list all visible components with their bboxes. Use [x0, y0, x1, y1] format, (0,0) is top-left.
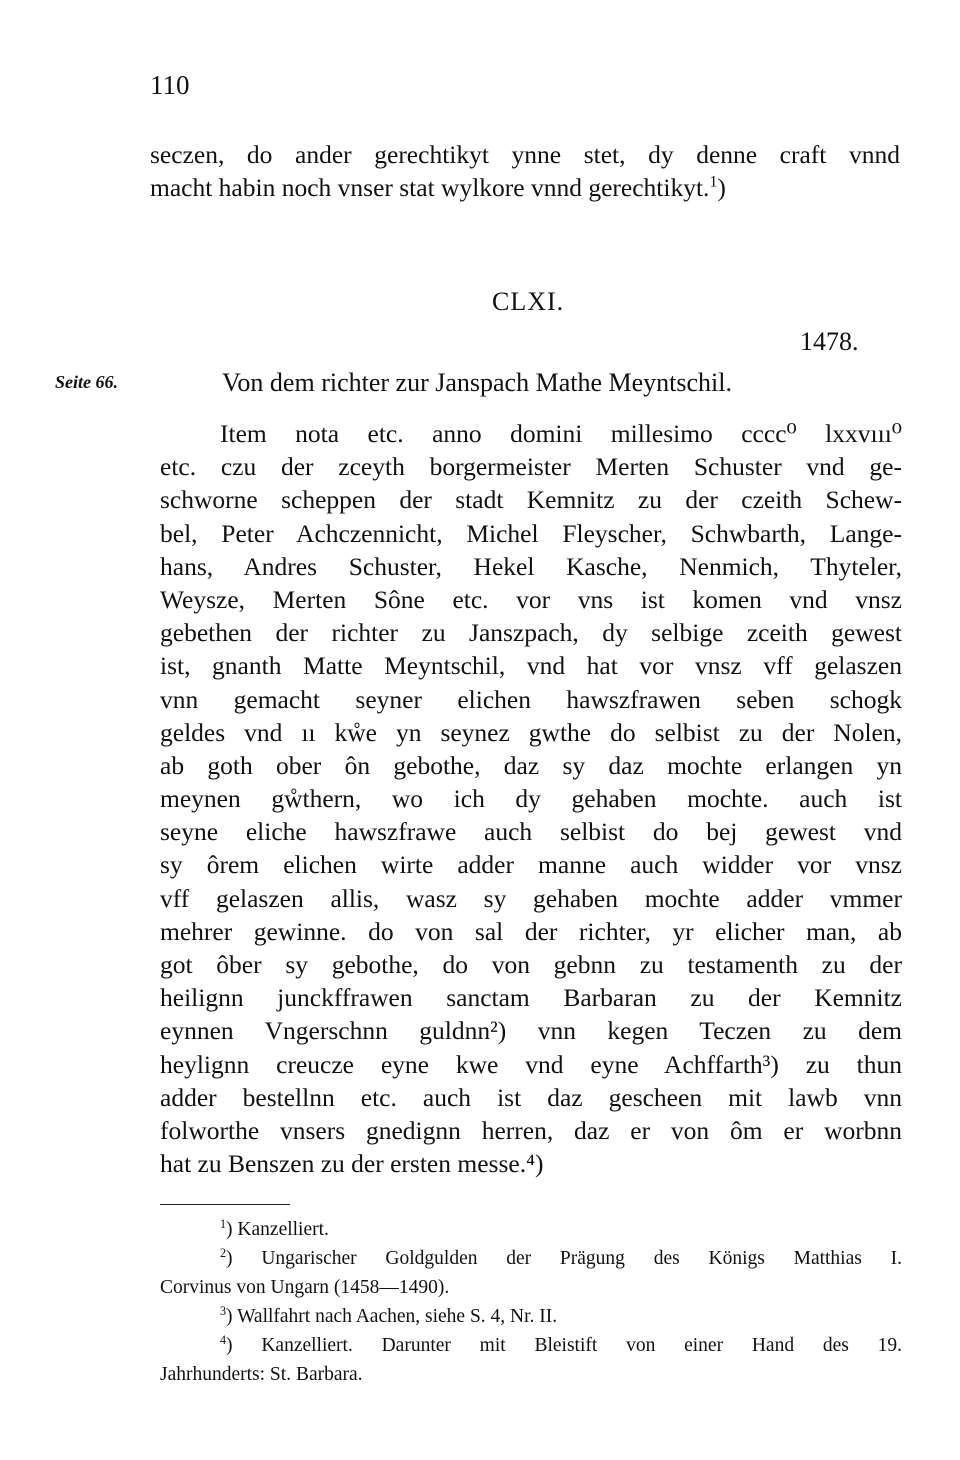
text-line: eynnen Vngerschnn guldnn²) vnn kegen Teczen zu dem: [160, 1016, 902, 1046]
text-line: seczen, do ander gerechtikyt ynne stet, dy denne craft vnnd: [150, 140, 900, 169]
footnote-marker: 2: [220, 1245, 227, 1260]
text-line: ist, gnanth Matte Meyntschil, vnd hat vor vnsz vff gelaszen: [160, 651, 902, 681]
footnote-text: Kanzelliert.: [237, 1219, 329, 1240]
text-line: heilignn junckffrawen sanctam Barbaran zu der Kemnitz: [160, 983, 902, 1013]
section-year: 1478.: [800, 327, 859, 356]
footnote: $^2$) Ungarischer Goldgulden der Prägung des Königs Matthias I.: [220, 1245, 902, 1269]
margin-page-reference: Seite 66.: [55, 372, 118, 392]
text-line: etc. czu der zceyth borgermeister Merten Schuster vnd ge-: [160, 452, 902, 482]
text-line: ab goth ober ôn gebothe, daz sy daz mochte erlangen yn: [160, 750, 902, 780]
footnote: $^4$) Kanzelliert. Darunter mit Bleistift von einer Hand des 19.: [220, 1332, 903, 1356]
text-line: folworthe vnsers gnedignn herren, daz er von ôm er worbnn: [160, 1115, 902, 1145]
footnote-marker: 4: [220, 1332, 227, 1347]
footnote-divider: [160, 1204, 290, 1205]
text-line: sy ôrem elichen wirte adder manne auch widder vor vnsz: [160, 850, 902, 880]
entry-title: Von dem richter zur Janspach Mathe Meyntschil.: [222, 368, 732, 397]
text-line: seyne eliche hawszfrawe auch selbist do bej gewest vnd: [160, 817, 902, 847]
text-line: gebethen der richter zu Janszpach, dy selbige zceith gewest: [160, 618, 902, 648]
footnote-continuation: Corvinus von Ungarn (1458—1490).: [160, 1277, 450, 1298]
footnote-text: Ungarischer Goldgulden der Prägung des Königs Matthias I.: [261, 1248, 902, 1269]
footnote: $^1$) Kanzelliert.: [220, 1216, 329, 1240]
text-line: heylignn creucze eyne kwe vnd eyne Achffarth³) zu thun: [160, 1049, 902, 1079]
text-line: hat zu Benszen zu der ersten messe.⁴): [160, 1149, 544, 1179]
text-line: mehrer gewinne. do von sal der richter, yr elicher man, ab: [160, 916, 902, 946]
text-line: vff gelaszen allis, wasz sy gehaben mochte adder vmmer: [160, 883, 902, 913]
footnote-marker: 3: [220, 1303, 227, 1318]
footnote-ref-close: ): [717, 173, 726, 203]
footnotes: [160, 1215, 902, 1389]
footnote-text: Kanzelliert. Darunter mit Bleistift von einer Hand des 19.: [261, 1335, 903, 1356]
continuation-paragraph: [150, 138, 900, 204]
footnote-text: Wallfahrt nach Aachen, siehe S. 4, Nr. II.: [237, 1306, 558, 1327]
text-line: vnn gemacht seyner elichen hawszfrawen seben schogk: [160, 684, 902, 714]
footnote-continuation: Jahrhunderts: St. Barbara.: [160, 1364, 363, 1385]
text-line: schworne scheppen der stadt Kemnitz zu der czeith Schew-: [160, 485, 902, 515]
footnote-ref: 1: [709, 173, 718, 191]
footnote: $^3$) Wallfahrt nach Aachen, siehe S. 4, Nr. II.: [220, 1303, 558, 1327]
text-line: geldes vnd ıı kẘe yn seynez gwthe do selbist zu der Nolen,: [160, 717, 902, 747]
section-number: CLXI.: [492, 287, 565, 316]
text-line: hans, Andres Schuster, Hekel Kasche, Nenmich, Thyteler,: [160, 551, 902, 581]
text-line: adder bestellnn etc. auch ist daz gescheen mit lawb vnn: [160, 1082, 902, 1112]
text-line: bel, Peter Achczennicht, Michel Fleyscher, Schwbarth, Lange-: [160, 518, 902, 548]
text-line: Item nota etc. anno domini millesimo cccc⁰ lxxvııı⁰: [220, 419, 902, 448]
footnote-marker: 1: [220, 1216, 227, 1231]
body-paragraph: [160, 417, 902, 1180]
text-line: meynen gẘthern, wo ich dy gehaben mochte. auch ist: [160, 784, 902, 814]
text-line: Weysze, Merten Sône etc. vor vns ist komen vnd vnsz: [160, 584, 902, 614]
text-line-content: macht habin noch vnser stat wylkore vnnd gerechtikyt.: [150, 173, 710, 203]
page-number: 110: [150, 70, 190, 100]
text-line: [150, 171, 900, 204]
text-line: got ôber sy gebothe, do von gebnn zu testamenth zu der: [160, 950, 902, 979]
